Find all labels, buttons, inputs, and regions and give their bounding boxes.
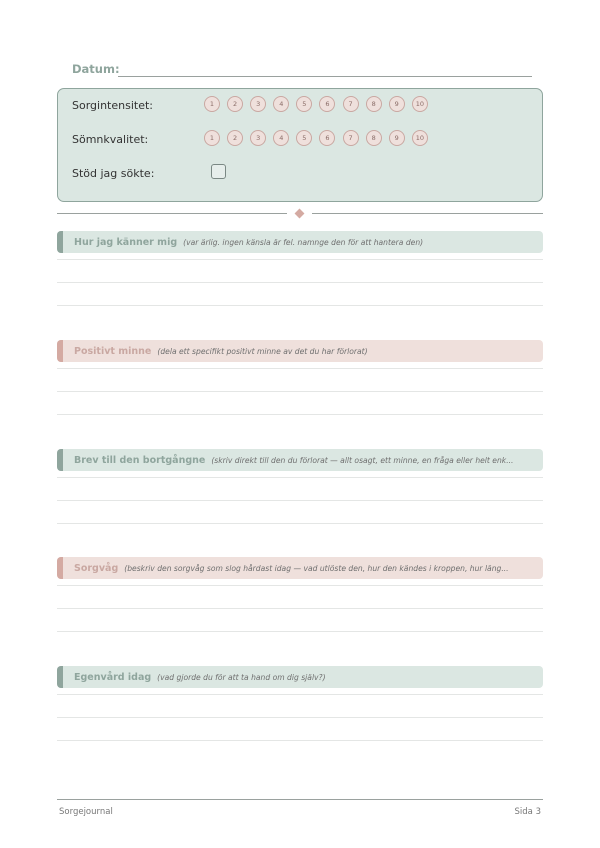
section-hint: (skriv direkt till den du förlorat — allt osagt, ett minne, en fråga eller helt enk... bbox=[211, 455, 514, 465]
rating-row-sleep-quality bbox=[72, 130, 532, 150]
scale-circle[interactable]: 9 bbox=[389, 96, 405, 112]
sleep-quality-scale bbox=[204, 130, 435, 146]
scale-circle[interactable]: 3 bbox=[250, 96, 266, 112]
section-header bbox=[57, 557, 543, 579]
section-header bbox=[57, 666, 543, 688]
sleep-quality-label: Sömnkvalitet: bbox=[72, 133, 149, 146]
divider-line-left bbox=[57, 213, 287, 214]
section-title: Sorgvåg bbox=[74, 562, 119, 574]
scale-circle[interactable]: 6 bbox=[319, 130, 335, 146]
write-line[interactable] bbox=[57, 477, 543, 478]
scale-circle[interactable]: 6 bbox=[319, 96, 335, 112]
scale-circle[interactable]: 2 bbox=[227, 96, 243, 112]
section-hint: (vad gjorde du för att ta hand om dig själv?) bbox=[157, 672, 326, 682]
section-grief-wave bbox=[57, 557, 543, 579]
scale-circle[interactable]: 4 bbox=[273, 130, 289, 146]
scale-circle[interactable]: 10 bbox=[412, 130, 428, 146]
section-title: Positivt minne bbox=[74, 345, 152, 357]
footer-rule bbox=[57, 799, 543, 800]
write-line[interactable] bbox=[57, 391, 543, 392]
write-line[interactable] bbox=[57, 608, 543, 609]
section-accent-bar bbox=[57, 666, 63, 688]
section-accent-bar bbox=[57, 449, 63, 471]
support-checkbox[interactable] bbox=[211, 164, 226, 179]
grief-intensity-scale bbox=[204, 96, 435, 112]
support-label: Stöd jag sökte: bbox=[72, 167, 155, 180]
scale-circle[interactable]: 1 bbox=[204, 130, 220, 146]
divider-line-right bbox=[312, 213, 543, 214]
write-line[interactable] bbox=[57, 282, 543, 283]
section-letter bbox=[57, 449, 543, 471]
section-positive-memory bbox=[57, 340, 543, 362]
scale-circle[interactable]: 1 bbox=[204, 96, 220, 112]
grief-intensity-label: Sorgintensitet: bbox=[72, 99, 153, 112]
scale-circle[interactable]: 9 bbox=[389, 130, 405, 146]
section-hint: (beskriv den sorgvåg som slog hårdast idag — vad utlöste den, hur den kändes i kroppen, hur läng... bbox=[124, 563, 509, 573]
write-line[interactable] bbox=[57, 740, 543, 741]
scale-circle[interactable]: 8 bbox=[366, 96, 382, 112]
scale-circle[interactable]: 7 bbox=[343, 130, 359, 146]
scale-circle[interactable]: 7 bbox=[343, 96, 359, 112]
section-accent-bar bbox=[57, 340, 63, 362]
section-title: Brev till den bortgångne bbox=[74, 454, 206, 466]
date-row bbox=[72, 62, 532, 80]
write-line[interactable] bbox=[57, 631, 543, 632]
section-hint: (var ärlig. ingen känsla är fel. namnge den för att hantera den) bbox=[183, 237, 424, 247]
scale-circle[interactable]: 5 bbox=[296, 96, 312, 112]
section-accent-bar bbox=[57, 231, 63, 253]
section-hint: (dela ett specifikt positivt minne av det du har förlorat) bbox=[157, 346, 368, 356]
section-how-i-feel bbox=[57, 231, 543, 253]
diamond-icon bbox=[295, 209, 305, 219]
date-label: Datum: bbox=[72, 62, 120, 76]
date-write-line[interactable] bbox=[118, 76, 532, 77]
section-title: Egenvård idag bbox=[74, 671, 152, 683]
rating-row-grief-intensity bbox=[72, 96, 532, 116]
support-row bbox=[72, 164, 532, 184]
write-line[interactable] bbox=[57, 259, 543, 260]
write-line[interactable] bbox=[57, 523, 543, 524]
write-line[interactable] bbox=[57, 305, 543, 306]
write-line[interactable] bbox=[57, 694, 543, 695]
scale-circle[interactable]: 8 bbox=[366, 130, 382, 146]
write-line[interactable] bbox=[57, 414, 543, 415]
scale-circle[interactable]: 5 bbox=[296, 130, 312, 146]
section-header bbox=[57, 231, 543, 253]
write-line[interactable] bbox=[57, 368, 543, 369]
section-header bbox=[57, 449, 543, 471]
scale-circle[interactable]: 4 bbox=[273, 96, 289, 112]
write-line[interactable] bbox=[57, 585, 543, 586]
scale-circle[interactable]: 2 bbox=[227, 130, 243, 146]
section-divider bbox=[57, 213, 543, 214]
footer-journal-title: Sorgejournal bbox=[59, 807, 113, 817]
rating-box bbox=[57, 88, 543, 202]
section-self-care bbox=[57, 666, 543, 688]
scale-circle[interactable]: 3 bbox=[250, 130, 266, 146]
section-accent-bar bbox=[57, 557, 63, 579]
footer-page-number: Sida 3 bbox=[514, 807, 541, 817]
write-line[interactable] bbox=[57, 717, 543, 718]
scale-circle[interactable]: 10 bbox=[412, 96, 428, 112]
write-line[interactable] bbox=[57, 500, 543, 501]
section-title: Hur jag känner mig bbox=[74, 236, 178, 248]
section-header bbox=[57, 340, 543, 362]
